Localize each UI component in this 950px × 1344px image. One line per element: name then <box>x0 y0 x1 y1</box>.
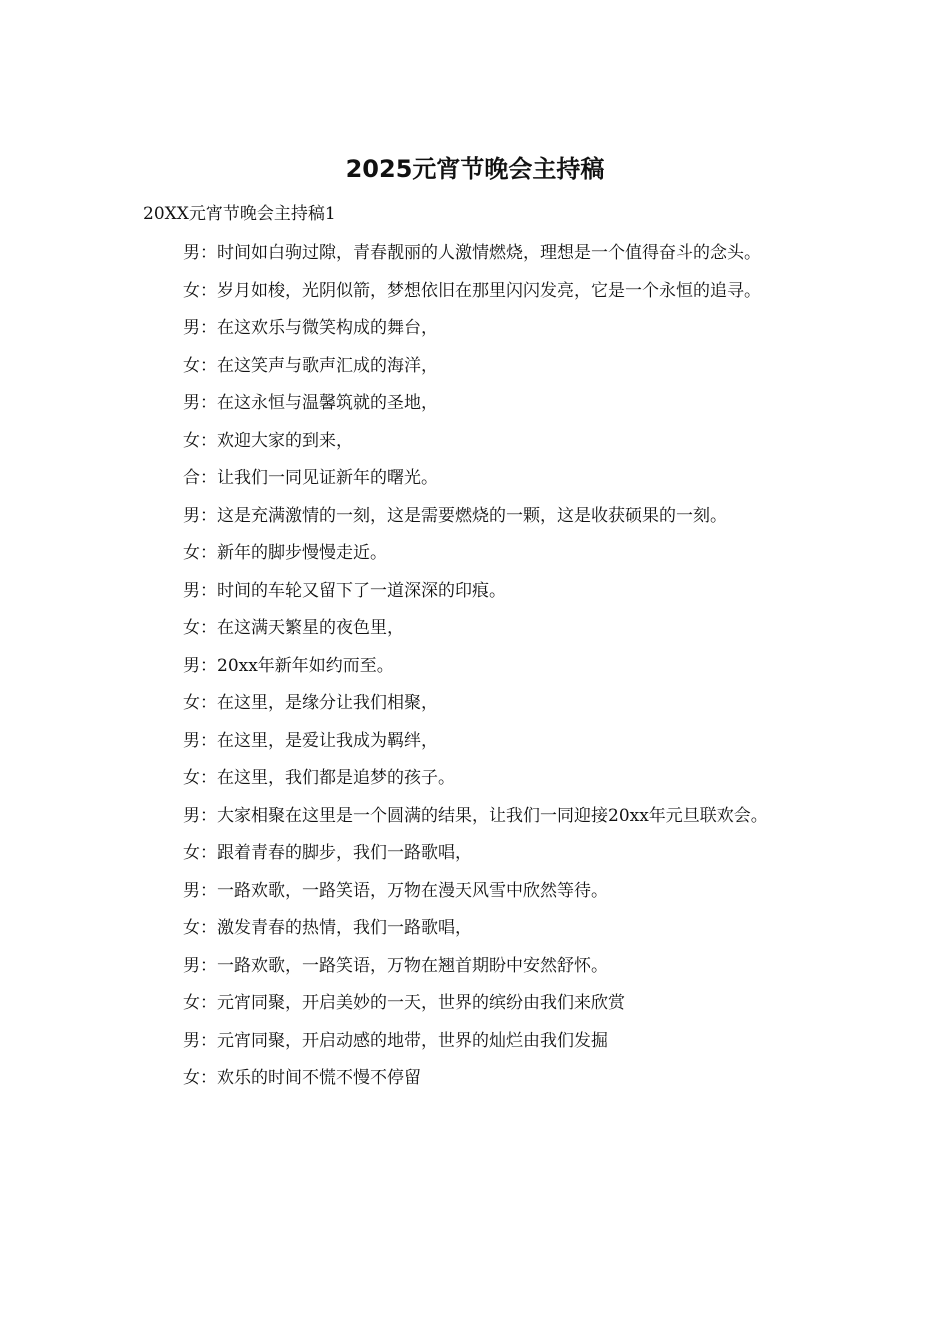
dialogue-line: 男：在这里，是爱让我成为羁绊， <box>183 730 438 751</box>
dialogue-line: 女：岁月如梭，光阴似箭，梦想依旧在那里闪闪发亮，它是一个永恒的追寻。 <box>183 280 761 301</box>
dialogue-line: 男：时间如白驹过隙，青春靓丽的人激情燃烧，理想是一个值得奋斗的念头。 <box>183 243 761 263</box>
dialogue-line: 男：这是充满激情的一刻，这是需要燃烧的一颗，这是收获硕果的一刻。 <box>183 505 727 526</box>
dialogue-line: 女：跟着青春的脚步，我们一路歌唱， <box>183 843 472 863</box>
dialogue-line: 男：一路欢歌，一路笑语，万物在翘首期盼中安然舒怀。 <box>183 955 608 976</box>
dialogue-line: 男：时间的车轮又留下了一道深深的印痕。 <box>183 580 506 601</box>
dialogue-line: 男：一路欢歌，一路笑语，万物在漫天风雪中欣然等待。 <box>183 880 608 901</box>
document-title: 2025元宵节晚会主持稿 <box>345 155 605 183</box>
dialogue-line: 男：大家相聚在这里是一个圆满的结果，让我们一同迎接20xx年元旦联欢会。 <box>183 805 768 826</box>
dialogue-line: 男：元宵同聚，开启动感的地带，世界的灿烂由我们发掘 <box>183 1030 608 1051</box>
dialogue-line: 女：在这里，我们都是追梦的孩子。 <box>183 768 455 788</box>
dialogue-line: 女：在这笑声与歌声汇成的海洋， <box>183 355 438 376</box>
dialogue-line: 女：在这里，是缘分让我们相聚， <box>183 693 438 713</box>
dialogue-line: 男：20xx年新年如约而至。 <box>183 655 394 676</box>
dialogue-line: 女：在这满天繁星的夜色里， <box>183 618 404 638</box>
dialogue-line: 合：让我们一同见证新年的曙光。 <box>183 468 438 488</box>
dialogue-line: 男：在这永恒与温馨筑就的圣地， <box>183 393 438 413</box>
dialogue-line: 女：欢乐的时间不慌不慢不停留 <box>183 1068 421 1088</box>
dialogue-line: 女：元宵同聚，开启美妙的一天，世界的缤纷由我们来欣赏 <box>183 993 625 1013</box>
dialogue-line: 女：欢迎大家的到来， <box>183 430 353 451</box>
dialogue-line: 女：新年的脚步慢慢走近。 <box>183 543 387 563</box>
dialogue-line: 男：在这欢乐与微笑构成的舞台， <box>183 318 438 338</box>
document-body <box>143 235 811 1098</box>
document-subtitle: 20XX元宵节晚会主持稿1 <box>143 204 336 224</box>
dialogue-line: 女：激发青春的热情，我们一路歌唱， <box>183 918 472 938</box>
